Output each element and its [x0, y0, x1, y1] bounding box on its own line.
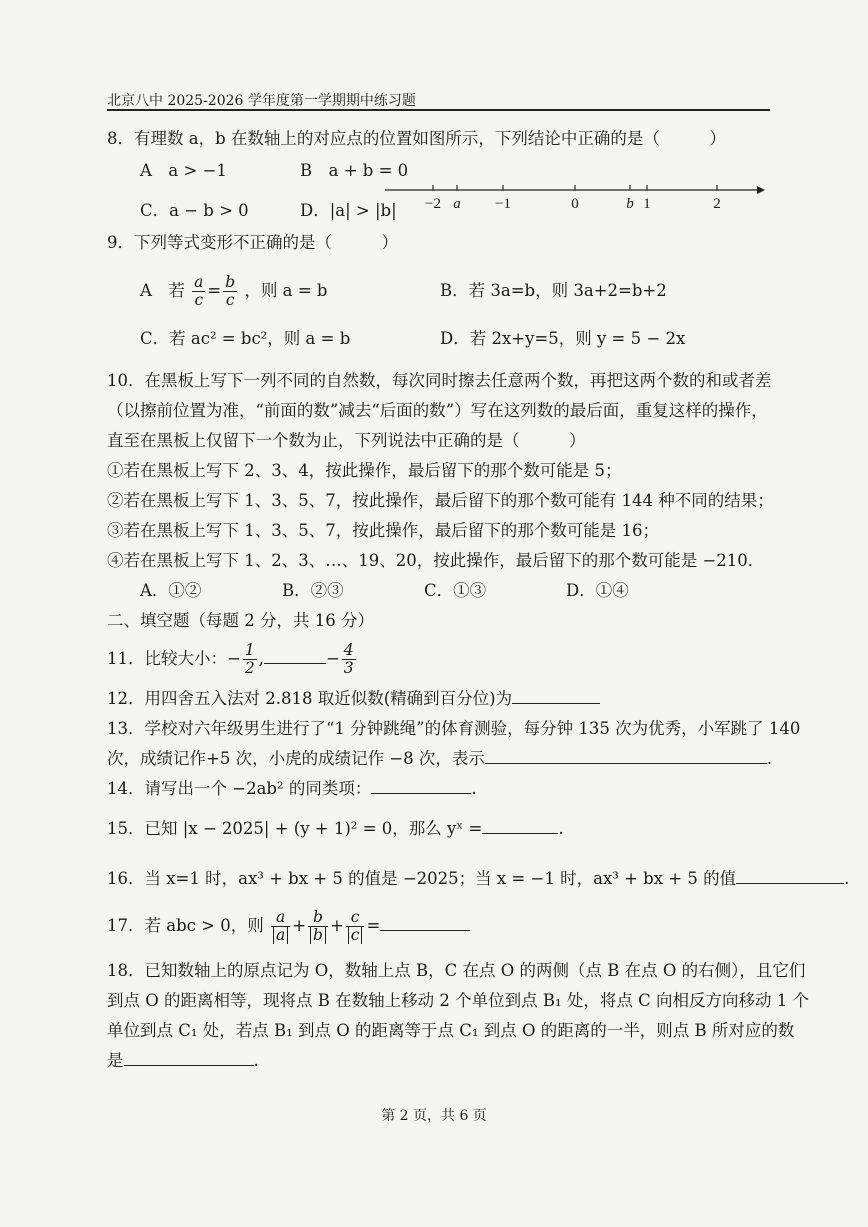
- q8-stem: 8．有理数 a，b 在数轴上的对应点的位置如图所示，下列结论中正确的是（ ）: [107, 129, 726, 148]
- q17-answer-blank[interactable]: [380, 916, 470, 931]
- q9-a-num2: b: [225, 273, 236, 291]
- q14-line: 14．请写出一个 −2ab² 的同类项： .: [107, 779, 477, 798]
- q17-den-a-val: a: [273, 926, 288, 944]
- q9-option-b: B．若 3a=b，则 3a+2=b+2: [440, 281, 667, 300]
- q13-line1: 13．学校对六年级男生进行了“1 分钟跳绳”的体育测验，每分钟 135 次为优秀，小军跳了 140: [107, 719, 801, 738]
- q17-line: [107, 906, 470, 946]
- page-footer: 第 2 页，共 6 页: [381, 1108, 487, 1124]
- q18-line4: 是 .: [107, 1051, 259, 1070]
- q17-den-b-val: b: [310, 926, 326, 944]
- q17-num-a: a: [271, 909, 290, 927]
- q10-statement-3: ③若在黑板上写下 1、3、5、7，按此操作，最后留下的那个数可能是 16；: [107, 521, 659, 540]
- axis-label-a: a: [453, 196, 461, 212]
- axis-label-neg1: −1: [495, 196, 511, 212]
- q11-den2: 3: [343, 659, 354, 677]
- q17-frac-a: [271, 909, 290, 944]
- q17-den-b: [308, 927, 328, 944]
- q9-option-a: [140, 272, 327, 310]
- q13-line2: 次，成绩记作+5 次，小虎的成绩记作 −8 次，表示 .: [107, 749, 773, 768]
- q9-option-c: C．若 ac² = bc²，则 a = b: [140, 329, 351, 348]
- q10-statement-4: ④若在黑板上写下 1、2、3、…、19、20，按此操作，最后留下的那个数可能是 −210．: [107, 551, 765, 570]
- q11-minus: −: [325, 649, 340, 668]
- q14-answer-blank[interactable]: [371, 779, 471, 794]
- axis-label-two: 2: [713, 196, 721, 212]
- q8-option-c: C．a − b > 0: [140, 201, 249, 220]
- q12-answer-blank[interactable]: [512, 689, 600, 704]
- q16-line: 16．当 x=1 时，ax³ + bx + 5 的值是 −2025；当 x = −1 时，ax³ + bx + 5 的值 .: [107, 869, 850, 888]
- q17-plus1: +: [292, 916, 307, 935]
- q10-line1: 10．在黑板上写下一列不同的自然数，每次同时擦去任意两个数，再把这两个数的和或者差: [107, 371, 772, 390]
- q10-option-a: A．①②: [140, 581, 202, 600]
- q10-statement-2: ②若在黑板上写下 1、3、5、7，按此操作，最后留下的那个数可能有 144 种不同的结果；: [107, 491, 774, 510]
- q14-text: 14．请写出一个 −2ab² 的同类项：: [107, 779, 372, 798]
- axis-label-zero: 0: [571, 196, 579, 212]
- q11-num1: 1: [244, 641, 255, 659]
- q18-answer-blank[interactable]: [124, 1051, 254, 1066]
- q18-line1: 18．已知数轴上的原点记为 O，数轴上点 B，C 在点 O 的两侧（点 B 在点 O 的右侧），且它们: [107, 961, 806, 980]
- q18-line4-text: 是: [107, 1051, 124, 1070]
- q16-text: 16．当 x=1 时，ax³ + bx + 5 的值是 −2025；当 x = −1 时，ax³ + bx + 5 的值: [107, 869, 737, 888]
- q12-line: [107, 688, 600, 710]
- q12-text: 12．用四舍五入法对 2.818 取近似数(精确到百分位)为: [107, 689, 513, 708]
- q16-answer-blank[interactable]: [736, 869, 844, 884]
- q15-text: 15．已知 |x − 2025| + (y + 1)² = 0，那么 yˣ =: [107, 819, 483, 838]
- q9-a-post: ，则 a = b: [244, 281, 328, 300]
- q17-frac-b: [308, 909, 328, 944]
- axis-label-one: 1: [643, 196, 651, 212]
- q13-answer-blank[interactable]: [485, 749, 767, 764]
- q9-a-prefix: A 若: [140, 281, 185, 300]
- q9-a-eq: =: [207, 281, 222, 300]
- q17-num-c: c: [346, 909, 365, 927]
- q9-option-d: D．若 2x+y=5，则 y = 5 − 2x: [440, 329, 686, 348]
- number-line-figure: [385, 180, 765, 220]
- q11-prefix: 11．比较大小：−: [107, 649, 241, 668]
- axis-label-b: b: [626, 196, 634, 212]
- q10-option-b: B．②③: [282, 581, 344, 600]
- header-rule: [107, 109, 770, 111]
- q9-a-den2: c: [225, 291, 235, 309]
- q18-line2: 到点 O 的距离相等，现将点 B 在数轴上移动 2 个单位到点 B₁ 处，将点 C 向相反方向移动 1 个: [107, 991, 809, 1010]
- q13-text: 次，成绩记作+5 次，小虎的成绩记作 −8 次，表示: [107, 749, 485, 768]
- q17-den-c: [346, 927, 365, 944]
- q15-line: 15．已知 |x − 2025| + (y + 1)² = 0，那么 yˣ = .: [107, 819, 564, 838]
- q9-a-den1: c: [194, 291, 204, 309]
- q10-option-d: D．①④: [566, 581, 629, 600]
- q11-den1: 2: [244, 659, 255, 677]
- page-header: 北京八中 2025-2026 学年度第一学期期中练习题: [107, 93, 416, 109]
- q17-den-a: [271, 927, 290, 944]
- q11-frac2: [342, 642, 356, 677]
- q10-line2: （以擦前位置为准，“前面的数”减去“后面的数”）写在这列数的最后面，重复这样的操作，: [107, 401, 768, 420]
- q9-a-frac2: [223, 274, 237, 309]
- q8-option-b: B a + b = 0: [300, 161, 409, 180]
- q17-frac-c: [346, 909, 365, 944]
- section-title-fill-in: 二、填空题（每题 2 分，共 16 分）: [107, 611, 374, 630]
- q15-answer-blank[interactable]: [482, 819, 558, 834]
- q9-stem: 9．下列等式变形不正确的是（ ）: [107, 233, 398, 252]
- q10-option-c: C．①③: [424, 581, 487, 600]
- q18-line3: 单位到点 C₁ 处，若点 B₁ 到点 O 的距离等于点 C₁ 到点 O 的距离的一半，则点 B 所对应的数: [107, 1021, 795, 1040]
- q11-line: 11．比较大小：− $\frac{1}{2}$ , − $\frac{4}{3}$: [107, 641, 354, 677]
- q17-plus2: +: [329, 916, 344, 935]
- q11-frac1: [243, 642, 257, 677]
- q10-statement-1: ①若在黑板上写下 2、3、4，按此操作，最后留下的那个数可能是 5；: [107, 461, 622, 480]
- q11-answer-blank[interactable]: [264, 649, 326, 664]
- q9-a-frac1: [192, 274, 205, 309]
- axis-label-neg2: −2: [425, 196, 441, 212]
- q17-den-c-val: c: [348, 926, 363, 944]
- q10-line3: 直至在黑板上仅留下一个数为止，下列说法中正确的是（ ）: [107, 431, 586, 450]
- q17-num-b: b: [308, 909, 328, 927]
- q9-a-num1: a: [194, 273, 204, 291]
- q8-option-a: A a > −1: [140, 161, 227, 180]
- q17-eq: =: [366, 916, 381, 935]
- q11-num2: 4: [343, 641, 354, 659]
- q17-prefix: 17．若 abc > 0，则: [107, 916, 264, 935]
- q8-option-d: D．|a| > |b|: [300, 201, 397, 220]
